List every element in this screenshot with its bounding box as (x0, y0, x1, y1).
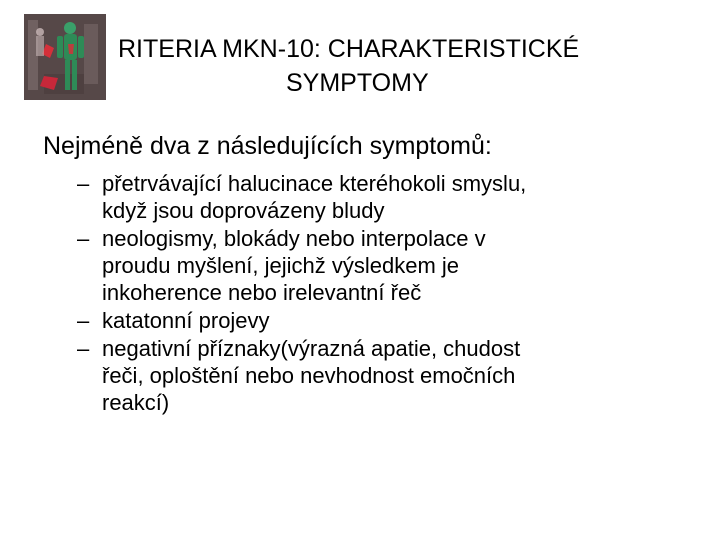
slide-title-line-2: SYMPTOMY (286, 69, 429, 97)
list-item (43, 170, 713, 224)
list-item (43, 225, 713, 306)
list-item-line: přetrvávající halucinace kteréhokoli smyslu, (102, 171, 527, 196)
lead-text: Nejméně dva z následujících symptomů: (43, 132, 492, 160)
list-item-line: neologismy, blokády nebo interpolace v (102, 226, 486, 251)
list-item-text (102, 335, 713, 416)
list-item-line: inkoherence nebo irelevantní řeč (102, 280, 422, 305)
bullet-marker: – (77, 171, 90, 196)
list-item (43, 307, 713, 334)
slide-title (90, 32, 720, 100)
bullet-marker: – (77, 226, 90, 251)
list-item-line: řeči, oploštění nebo nevhodnost emočních (102, 363, 516, 388)
list-item-text (102, 225, 713, 306)
list-item-text (102, 307, 713, 334)
list-item-text (102, 170, 713, 224)
symptom-list (43, 170, 713, 416)
list-item-line: reakcí) (102, 390, 170, 415)
list-item-line: když jsou doprovázeny bludy (102, 198, 385, 223)
list-item-line: katatonní projevy (102, 308, 270, 333)
bullet-marker: – (77, 308, 90, 333)
list-item (43, 335, 713, 416)
slide-title-line-1: RITERIA MKN-10: CHARAKTERISTICKÉ (118, 35, 580, 63)
slide-body (43, 130, 713, 417)
bullet-marker: – (77, 336, 90, 361)
list-item-line: negativní příznaky(výrazná apatie, chudost (102, 336, 521, 361)
list-item-line: proudu myšlení, jejichž výsledkem je (102, 253, 460, 278)
